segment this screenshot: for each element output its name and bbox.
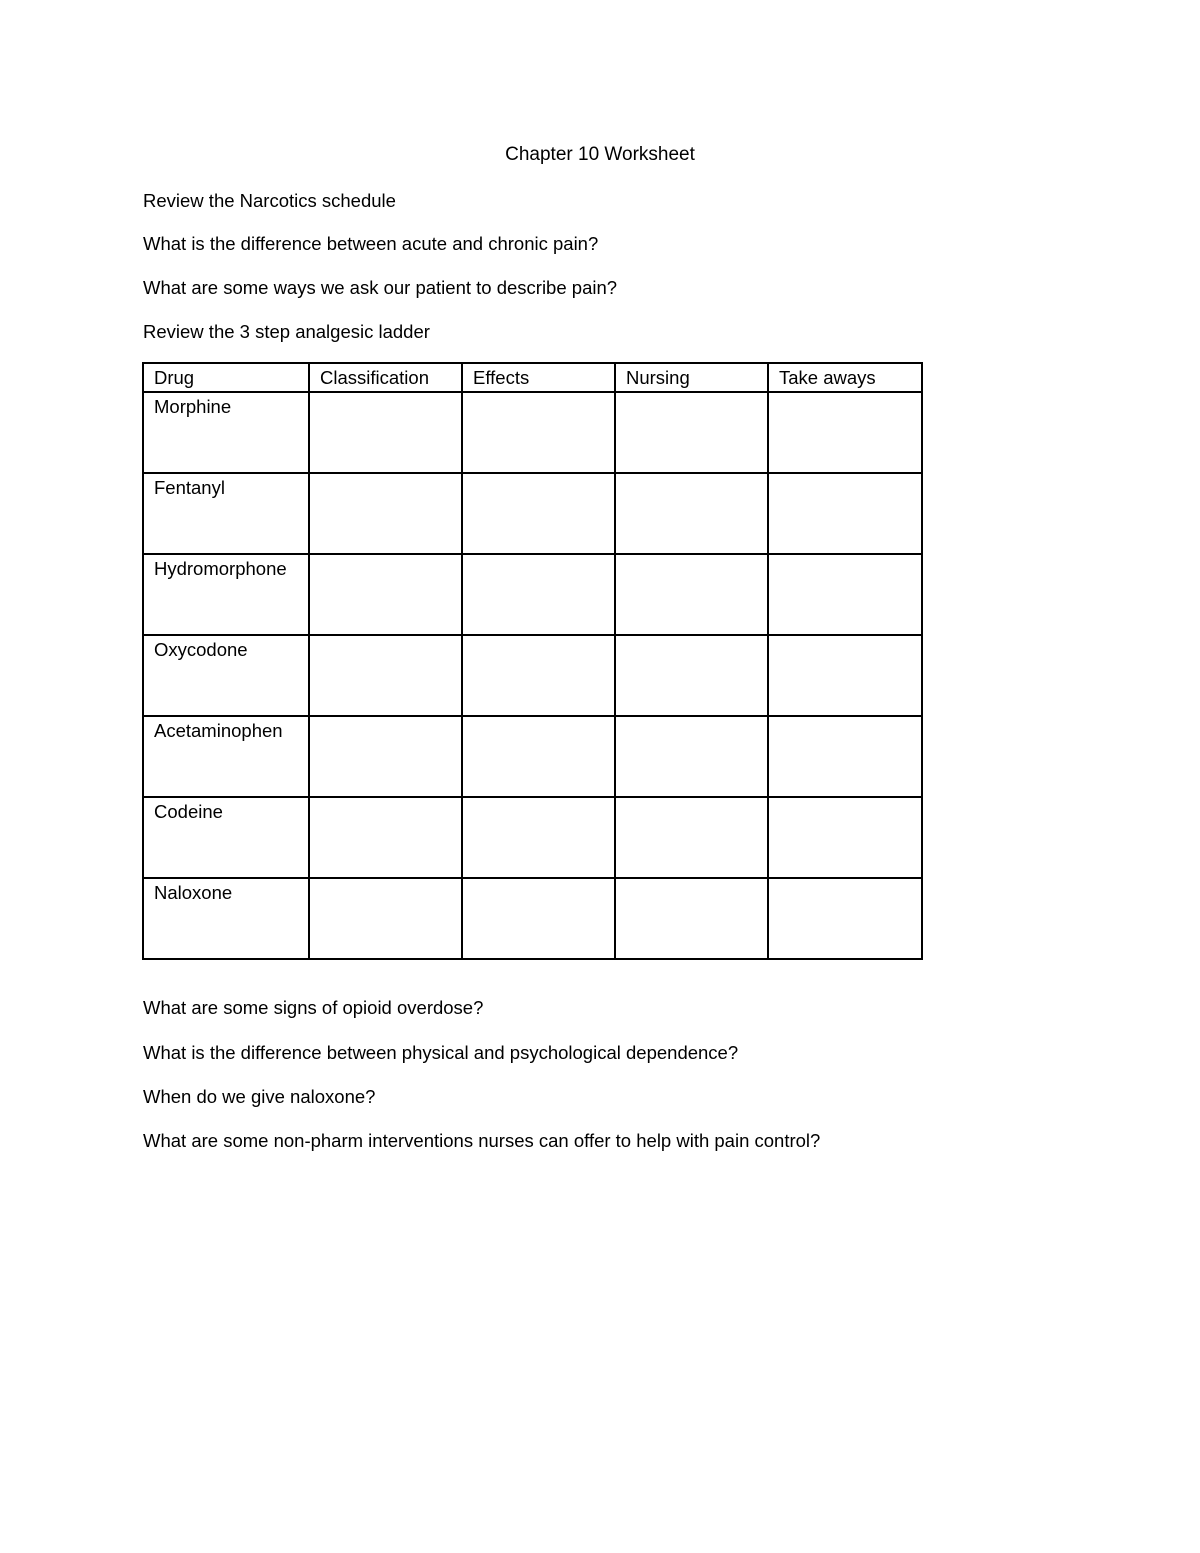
classification-cell[interactable]	[309, 635, 462, 716]
effects-cell[interactable]	[462, 392, 615, 473]
header-effects: Effects	[462, 363, 615, 392]
overdose-signs-question: What are some signs of opioid overdose?	[143, 997, 484, 1018]
analgesic-ladder-line: Review the 3 step analgesic ladder	[143, 321, 430, 342]
take-aways-cell[interactable]	[768, 878, 922, 959]
effects-cell[interactable]	[462, 797, 615, 878]
table-row	[143, 716, 922, 797]
nursing-cell[interactable]	[615, 635, 768, 716]
drug-cell: Codeine	[143, 797, 309, 878]
take-aways-cell[interactable]	[768, 635, 922, 716]
describe-pain-question: What are some ways we ask our patient to describe pain?	[143, 277, 618, 298]
table-row	[143, 554, 922, 635]
take-aways-cell[interactable]	[768, 797, 922, 878]
drug-cell: Hydromorphone	[143, 554, 309, 635]
header-drug: Drug	[143, 363, 309, 392]
classification-cell[interactable]	[309, 878, 462, 959]
effects-cell[interactable]	[462, 716, 615, 797]
take-aways-cell[interactable]	[768, 473, 922, 554]
table-row	[143, 878, 922, 959]
header-nursing: Nursing	[615, 363, 768, 392]
nursing-cell[interactable]	[615, 473, 768, 554]
acute-chronic-question: What is the difference between acute and chronic pain?	[143, 233, 599, 254]
classification-cell[interactable]	[309, 392, 462, 473]
table-row	[143, 797, 922, 878]
table-row	[143, 392, 922, 473]
drug-cell: Acetaminophen	[143, 716, 309, 797]
table-row	[143, 635, 922, 716]
classification-cell[interactable]	[309, 797, 462, 878]
drug-cell: Morphine	[143, 392, 309, 473]
table-row	[143, 473, 922, 554]
take-aways-cell[interactable]	[768, 554, 922, 635]
header-take-aways: Take aways	[768, 363, 922, 392]
take-aways-cell[interactable]	[768, 392, 922, 473]
nursing-cell[interactable]	[615, 797, 768, 878]
nursing-cell[interactable]	[615, 554, 768, 635]
header-classification: Classification	[309, 363, 462, 392]
nursing-cell[interactable]	[615, 392, 768, 473]
page-title: Chapter 10 Worksheet	[505, 144, 695, 165]
dependence-question: What is the difference between physical and psychological dependence?	[143, 1042, 739, 1063]
nursing-cell[interactable]	[615, 716, 768, 797]
nursing-cell[interactable]	[615, 878, 768, 959]
effects-cell[interactable]	[462, 635, 615, 716]
classification-cell[interactable]	[309, 554, 462, 635]
review-narcotics-line: Review the Narcotics schedule	[143, 190, 396, 211]
effects-cell[interactable]	[462, 473, 615, 554]
take-aways-cell[interactable]	[768, 716, 922, 797]
classification-cell[interactable]	[309, 716, 462, 797]
drug-cell: Fentanyl	[143, 473, 309, 554]
effects-cell[interactable]	[462, 554, 615, 635]
naloxone-question: When do we give naloxone?	[143, 1086, 376, 1107]
classification-cell[interactable]	[309, 473, 462, 554]
table-header-row	[143, 363, 922, 392]
drug-cell: Oxycodone	[143, 635, 309, 716]
effects-cell[interactable]	[462, 878, 615, 959]
drug-cell: Naloxone	[143, 878, 309, 959]
non-pharm-question: What are some non-pharm interventions nurses can offer to help with pain control?	[143, 1130, 821, 1151]
drug-table	[142, 362, 923, 960]
